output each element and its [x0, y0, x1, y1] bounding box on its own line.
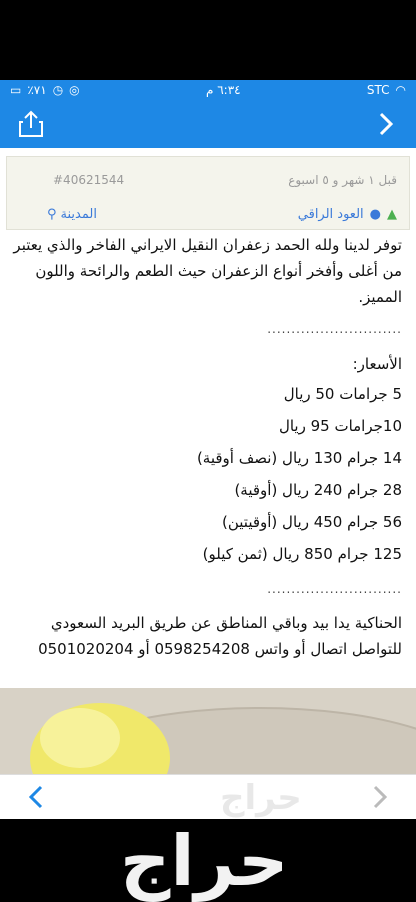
bottom-nav-bar [0, 774, 416, 819]
ad-id: #40621544 [53, 173, 125, 187]
status-right [367, 83, 406, 97]
chevron-right-icon[interactable] [372, 785, 388, 809]
battery-icon: ▭ [10, 83, 22, 97]
alarm-icon: ◷ [52, 83, 64, 97]
post-intro: توفر لدينا ولله الحمد زعفران النقيل الايراني الفاخر والذي يعتبر من أغلى وأفخر أنواع الزعفران حيث الطعم والرائحة واللون المميز. [13, 236, 402, 306]
carrier: STC [366, 83, 390, 97]
post-content [0, 148, 416, 774]
wifi-icon: ◠ [395, 83, 406, 97]
post-meta-card [6, 156, 410, 230]
top-nav-bar [0, 100, 416, 148]
chevron-left-icon[interactable] [28, 785, 44, 809]
delivery-text: الحناكية يدا بيد وباقي المناطق عن طريق البريد السعودي [50, 614, 402, 632]
location-pin-icon: ⚲ [47, 207, 57, 222]
saffron-photo [0, 688, 416, 774]
price-line: 10جرامات 95 ريال [278, 417, 402, 435]
location-icon: ◎ [69, 83, 80, 97]
post-body [10, 232, 402, 662]
price-line: 28 جرام 240 ريال (أوقية) [234, 481, 402, 499]
thumbs-up-icon: ▲ [387, 207, 397, 222]
post-city[interactable] [47, 207, 97, 222]
prices-title: الأسعار: [352, 355, 402, 373]
status-left [10, 83, 80, 97]
status-bar [0, 80, 416, 100]
haraj-watermark-logo: حراج [120, 820, 289, 902]
user-name[interactable]: العود الراقي [297, 207, 364, 222]
post-user[interactable] [298, 207, 397, 222]
battery-percent: ٪٧١ [27, 83, 47, 97]
chevron-right-icon[interactable] [378, 112, 394, 136]
price-line: 5 جرامات 50 ريال [283, 385, 402, 403]
divider-dots: ............................ [267, 582, 402, 596]
post-photo[interactable] [0, 688, 416, 774]
clock: ٦:٣٤ م [205, 83, 241, 97]
price-line: 125 جرام 850 ريال (ثمن كيلو) [202, 545, 402, 563]
post-time: قبل ١ شهر و ٥ اسبوع [288, 173, 397, 187]
price-line: 14 جرام 130 ريال (نصف أوقية) [196, 449, 402, 467]
contact-text: للتواصل اتصال أو واتس 0598254208 أو 0501020204 [38, 640, 402, 658]
haraj-watermark-small: حراج [220, 778, 302, 818]
user-icon: ● [369, 207, 381, 222]
price-line: 56 جرام 450 ريال (أوقيتين) [222, 513, 402, 531]
city-name[interactable]: المدينة [60, 207, 97, 222]
share-icon[interactable] [18, 110, 44, 138]
divider-dots: ............................ [267, 322, 402, 336]
